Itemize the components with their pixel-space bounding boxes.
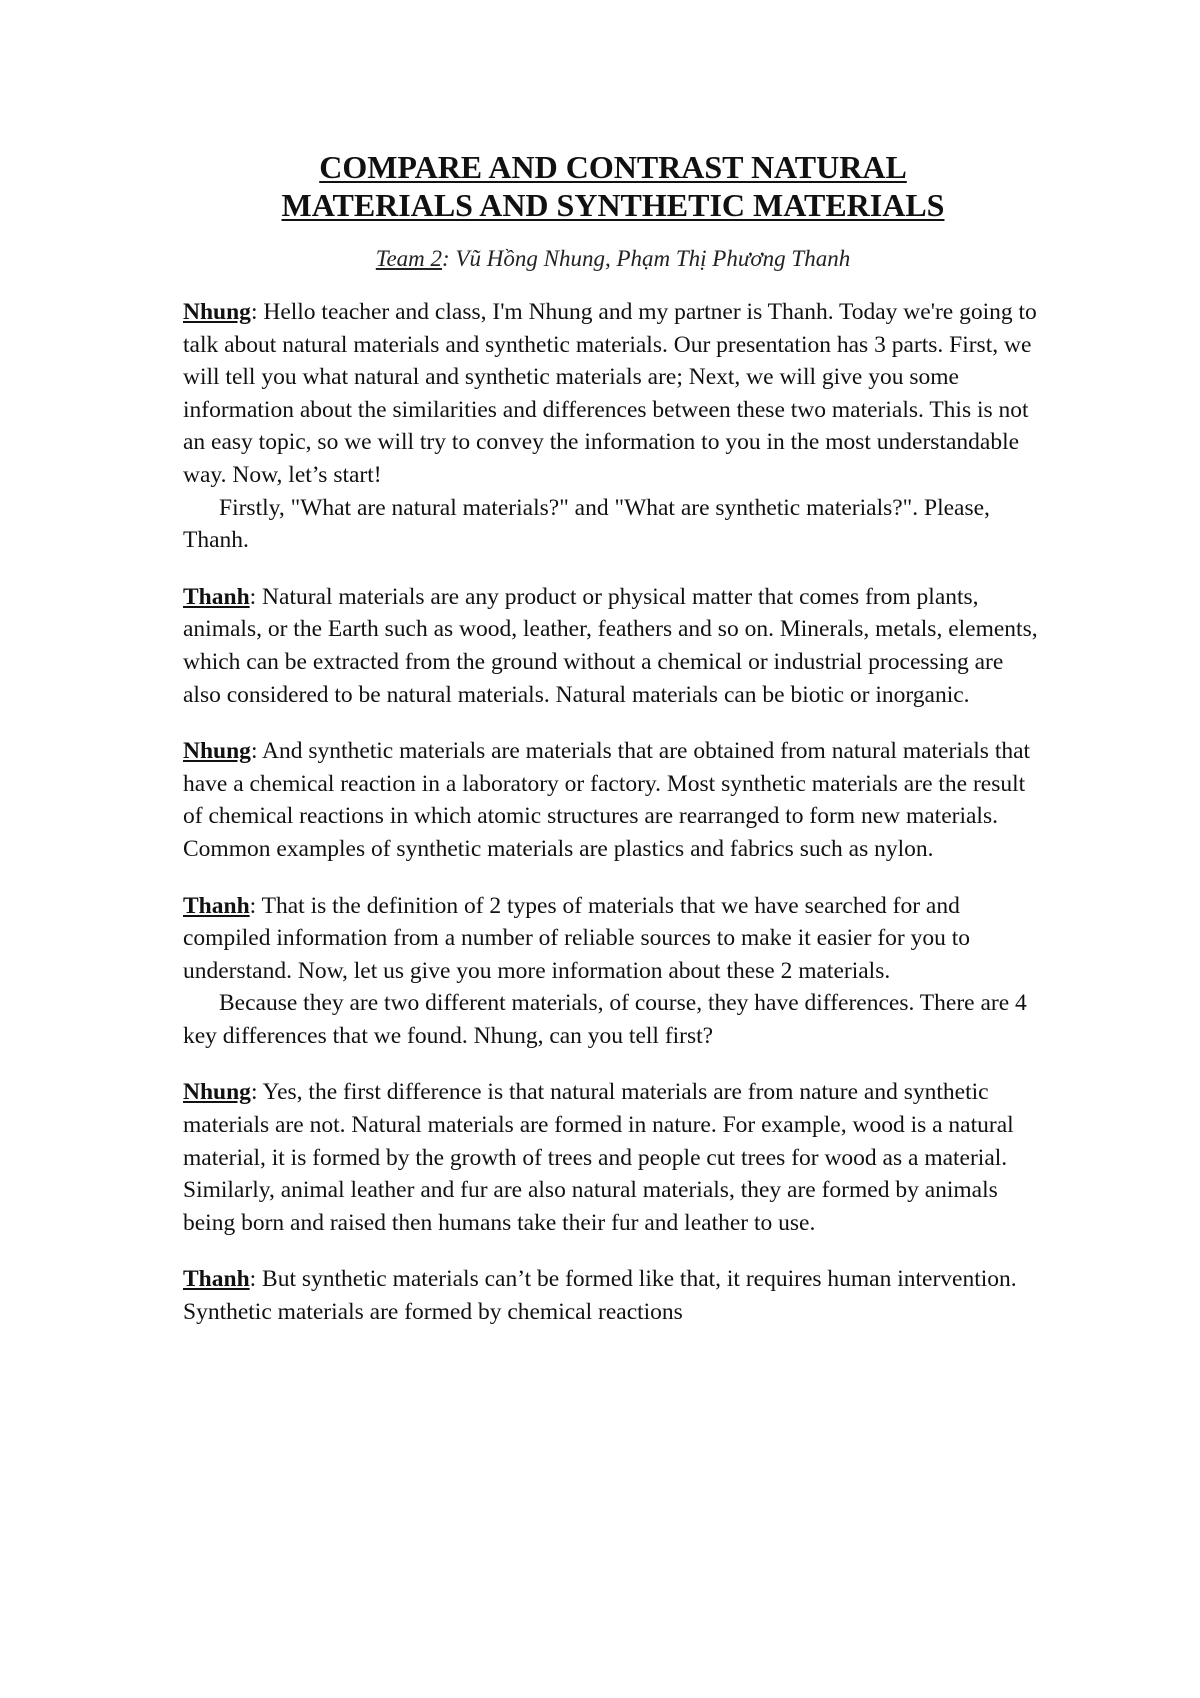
title-line-1: COMPARE AND CONTRAST NATURAL [319,149,907,185]
turn-text: And synthetic materials are materials that are obtained from natural materials that have a chemical reaction in a laboratory or factory. Most synthetic materials are the result of chemical reactions in which atomic structures are rearranged to form new materials. Common examples of synthetic materials are plastics and fabrics such as nylon. [183,738,1031,862]
dialog-turn [183,581,1043,711]
team-byline [183,244,1043,274]
turn-text: But synthetic materials can’t be formed like that, it requires human intervention. Synthetic materials are formed by chemical reactions [183,1266,1017,1326]
turn-continuation: Firstly, "What are natural materials?" and "What are synthetic materials?". Please, Thanh. [183,494,990,554]
dialog-turn [183,296,1043,557]
speaker-separator: : [250,299,264,325]
document-page [183,148,1043,1353]
speaker-separator: : [249,892,262,919]
turn-paragraph [183,1263,1043,1328]
dialog-turn [183,1076,1043,1239]
speaker-name: Thanh [183,583,250,610]
turn-continuation: Because they are two different materials, of course, they have differences. There are 4 key differences that we found. Nhung, can you tell first? [183,990,1027,1049]
turn-text: That is the definition of 2 types of materials that we have searched for and compiled information from a number of reliable sources to make it easier for you to understand. Now, let us give you more information about these 2 materials. [183,892,970,984]
turn-paragraph [183,1076,1043,1239]
dialog-turn [183,1263,1043,1328]
dialog [183,296,1043,1329]
turn-text: Hello teacher and class, I'm Nhung and my partner is Thanh. Today we're going to talk about natural materials and synthetic materials. Our presentation has 3 parts. First, we will tell you what natural and synthetic materials are; Next, we will give you some information about the similarities and differences between these two materials. This is not an easy topic, so we will try to convey the information to you in the most understandable way. Now, let’s start! [183,299,1037,488]
speaker-name: Thanh [183,1266,250,1293]
speaker-separator: : [249,583,263,610]
dialog-turn [183,735,1043,865]
speaker-separator: : [250,1079,263,1106]
dialog-turn [183,890,1043,1053]
turn-paragraph [183,735,1043,865]
turn-text: Natural materials are any product or physical matter that comes from plants, animals, or the Earth such as wood, leather, feathers and so on. Minerals, metals, elements, which can be extracted from the ground without a chemical or industrial processing are also considered to be natural materials. Natural materials can be biotic or inorganic. [183,583,1038,708]
turn-paragraph [183,296,1043,492]
team-members: : Vũ Hồng Nhung, Phạm Thị Phương Thanh [442,246,851,271]
speaker-name: Nhung [183,1079,251,1106]
speaker-name: Thanh [183,892,250,919]
speaker-separator: : [250,738,263,765]
document-title [183,148,1043,224]
speaker-name: Nhung [183,738,251,765]
turn-paragraph [183,890,1043,988]
title-line-2: MATERIALS AND SYNTHETIC MATERIALS [281,187,945,223]
team-label: Team 2 [375,246,443,271]
speaker-name: Nhung [183,299,251,325]
turn-text: Yes, the first difference is that natural materials are from nature and synthetic materials are not. Natural materials are formed in nature. For example, wood is a natural material, it is formed by the growth of trees and people cut trees for wood as a material. Similarly, animal leather and fur are also natural materials, they are formed by animals being born and raised then humans take their fur and leather to use. [183,1079,1014,1236]
turn-paragraph [183,581,1043,711]
speaker-separator: : [249,1266,263,1293]
